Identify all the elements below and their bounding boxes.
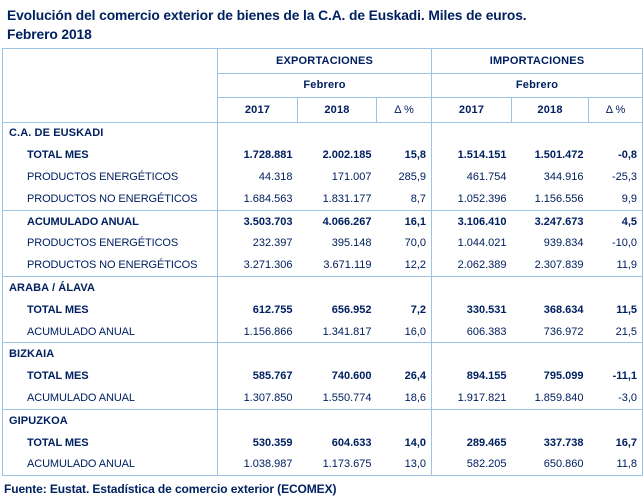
row-label: ACUMULADO ANUAL	[3, 453, 218, 475]
cell-imp-2018: 1.156.556	[534, 192, 584, 205]
cell-imp-2018: 795.099	[543, 370, 584, 383]
cell-exp-2017: 585.767	[252, 370, 293, 383]
cell-imp-2018	[512, 409, 589, 431]
table-row-energeticos	[3, 166, 643, 188]
row-label: PRODUCTOS ENERGÉTICOS	[3, 232, 218, 254]
cell-imp-2018: 939.834	[543, 237, 584, 250]
cell-exp-2018: 1.831.177	[322, 192, 372, 205]
cell-exp-delta: 15,8	[377, 144, 432, 166]
cell-exp-2018	[298, 122, 377, 144]
cell-exp-delta: 8,7	[377, 188, 432, 210]
cell-imp-delta: -3,0	[618, 391, 638, 404]
cell-imp-2018	[512, 122, 589, 144]
table-row-energeticos	[3, 232, 643, 254]
cell-exp-delta	[377, 343, 432, 365]
cell-imp-delta: 11,8	[616, 458, 638, 471]
cell-imp-2017: 1.514.151	[457, 149, 507, 162]
cell-imp-delta: 16,7	[615, 436, 638, 449]
cell-exp-2018: 1.341.817	[322, 325, 372, 338]
cell-imp-2017: 1.917.821	[457, 391, 507, 404]
table-row-acumulado-anual	[3, 453, 643, 475]
cell-exp-2018: 1.550.774	[322, 391, 372, 404]
cell-imp-delta: -10,0	[611, 237, 638, 250]
row-label: BIZKAIA	[3, 343, 218, 365]
table-row-no-energeticos	[3, 188, 643, 210]
row-label: GIPUZKOA	[3, 409, 218, 431]
cell-imp-2017: 289.465	[466, 436, 507, 449]
table-row-acumulado-anual	[3, 387, 643, 409]
cell-exp-2018	[298, 277, 377, 299]
cell-exp-delta: 26,4	[377, 365, 432, 387]
cell-imp-2017: 1.044.021	[457, 237, 507, 250]
cell-imp-2018	[512, 343, 589, 365]
cell-exp-2018: 604.633	[331, 436, 372, 449]
row-label: ACUMULADO ANUAL	[3, 210, 218, 232]
cell-exp-2017: 1.684.563	[243, 192, 293, 205]
table-body	[3, 122, 643, 476]
cell-imp-2017	[432, 277, 512, 299]
cell-exp-2017: 3.503.703	[218, 210, 298, 232]
cell-imp-delta: 11,9	[616, 259, 638, 272]
cell-exp-2018: 1.173.675	[322, 458, 372, 471]
cell-exp-2018: 656.952	[331, 303, 372, 316]
cell-imp-2018: 736.972	[543, 325, 584, 338]
cell-exp-2017	[218, 343, 298, 365]
cell-imp-delta: 11,5	[616, 303, 638, 316]
cell-imp-2017	[432, 409, 512, 431]
cell-imp-2017: 606.383	[466, 325, 507, 338]
cell-imp-delta	[589, 343, 643, 365]
cell-exp-delta	[377, 122, 432, 144]
cell-imp-delta: 9,9	[621, 192, 638, 205]
cell-exp-delta: 18,6	[377, 387, 432, 409]
col-header-exp-2018: 2018	[298, 98, 377, 123]
cell-imp-2017	[432, 343, 512, 365]
cell-imp-2018	[512, 277, 589, 299]
cell-exp-delta: 16,1	[377, 210, 432, 232]
cell-exp-2017: 44.318	[258, 170, 293, 183]
col-header-imp-2017: 2017	[432, 98, 512, 123]
row-label: TOTAL MES	[3, 144, 218, 166]
cell-imp-delta: -25,3	[611, 170, 638, 183]
col-header-exp-2017: 2017	[218, 98, 298, 123]
cell-exp-2017: 3.271.306	[243, 259, 293, 272]
cell-imp-2018: 650.860	[543, 458, 584, 471]
group-header-exportaciones: EXPORTACIONES	[218, 49, 432, 74]
page-title-line1: Evolución del comercio exterior de bienes de la C.A. de Euskadi. Miles de euros.	[7, 8, 527, 23]
cell-exp-2017: 612.755	[252, 303, 293, 316]
row-label: TOTAL MES	[3, 299, 218, 321]
cell-exp-2018: 395.148	[331, 237, 372, 250]
period-header-imp: Febrero	[432, 73, 643, 98]
cell-exp-2017: 1.156.866	[243, 325, 293, 338]
cell-exp-2017	[218, 277, 298, 299]
cell-imp-2017: 582.205	[466, 458, 507, 471]
cell-exp-2017: 1.307.850	[243, 391, 293, 404]
table-row-euskadi	[3, 122, 643, 144]
page-title-line2: Febrero 2018	[7, 27, 92, 42]
cell-exp-2018	[298, 409, 377, 431]
table-row-bizkaia	[3, 343, 643, 365]
cell-exp-2017	[218, 122, 298, 144]
cell-exp-2017: 1.728.881	[243, 149, 293, 162]
cell-exp-2017: 1.038.987	[243, 458, 293, 471]
table-row-total-mes	[3, 432, 643, 454]
table-row-acumulado-anual	[3, 210, 643, 232]
row-label: TOTAL MES	[3, 432, 218, 454]
cell-imp-delta: -11,1	[612, 370, 638, 383]
cell-imp-delta	[589, 277, 643, 299]
table-row-total-mes	[3, 144, 643, 166]
cell-exp-2017	[218, 409, 298, 431]
col-header-imp-delta: Δ %	[589, 98, 643, 123]
cell-imp-2017: 2.062.389	[457, 259, 507, 272]
table-row-total-mes	[3, 299, 643, 321]
cell-imp-delta: 21,5	[615, 325, 638, 338]
cell-exp-delta: 70,0	[377, 232, 432, 254]
cell-imp-2018: 1.859.840	[534, 391, 584, 404]
table-row-total-mes	[3, 365, 643, 387]
row-label: C.A. DE EUSKADI	[3, 122, 218, 144]
cell-imp-2017: 461.754	[466, 170, 507, 183]
table-row-araba	[3, 277, 643, 299]
cell-imp-delta	[589, 122, 643, 144]
corner-cell	[3, 49, 218, 123]
cell-imp-delta	[589, 409, 643, 431]
cell-imp-2018: 337.738	[543, 436, 584, 449]
cell-imp-2018: 368.634	[543, 303, 584, 316]
cell-exp-delta: 7,2	[377, 299, 432, 321]
cell-exp-delta: 16,0	[377, 321, 432, 343]
cell-exp-2017: 232.397	[252, 237, 293, 250]
row-label: PRODUCTOS NO ENERGÉTICOS	[3, 188, 218, 210]
cell-imp-2017: 894.155	[466, 370, 507, 383]
cell-imp-2017: 3.106.410	[432, 210, 512, 232]
cell-exp-delta	[377, 277, 432, 299]
cell-imp-2017: 330.531	[466, 303, 507, 316]
row-label: TOTAL MES	[3, 365, 218, 387]
table-header	[3, 49, 643, 123]
cell-exp-delta: 13,0	[377, 453, 432, 475]
cell-exp-2018: 4.066.267	[298, 210, 377, 232]
cell-exp-delta: 12,2	[377, 254, 432, 276]
cell-imp-2018: 3.247.673	[512, 210, 589, 232]
row-label: PRODUCTOS NO ENERGÉTICOS	[3, 254, 218, 276]
source-note: Fuente: Eustat. Estadística de comercio exterior (ECOMEX)	[4, 482, 337, 497]
header-row-groups	[3, 49, 643, 74]
row-label: PRODUCTOS ENERGÉTICOS	[3, 166, 218, 188]
cell-exp-delta	[377, 409, 432, 431]
cell-imp-2018: 344.916	[543, 170, 584, 183]
cell-exp-2017: 530.359	[252, 436, 293, 449]
page-title	[0, 0, 644, 44]
cell-imp-2018: 2.307.839	[534, 259, 584, 272]
period-header-exp: Febrero	[218, 73, 432, 98]
cell-imp-delta: 4,5	[589, 210, 643, 232]
cell-exp-2018: 2.002.185	[322, 149, 372, 162]
cell-exp-2018: 3.671.119	[323, 259, 372, 272]
group-header-importaciones: IMPORTACIONES	[432, 49, 643, 74]
table-row-acumulado-anual	[3, 321, 643, 343]
cell-imp-2017	[432, 122, 512, 144]
cell-imp-delta: -0,8	[618, 149, 638, 162]
cell-exp-2018: 740.600	[331, 370, 372, 383]
row-label: ACUMULADO ANUAL	[3, 387, 218, 409]
cell-imp-2017: 1.052.396	[457, 192, 507, 205]
table-row-gipuzkoa	[3, 409, 643, 431]
cell-imp-2018: 1.501.472	[534, 149, 584, 162]
trade-table	[2, 48, 643, 476]
cell-exp-2018	[298, 343, 377, 365]
cell-exp-2018: 171.007	[331, 170, 372, 183]
cell-exp-delta: 285,9	[377, 166, 432, 188]
col-header-exp-delta: Δ %	[377, 98, 432, 123]
row-label: ARABA / ÁLAVA	[3, 277, 218, 299]
table-row-no-energeticos	[3, 254, 643, 276]
col-header-imp-2018: 2018	[512, 98, 589, 123]
row-label: ACUMULADO ANUAL	[3, 321, 218, 343]
cell-exp-delta: 14,0	[377, 432, 432, 454]
